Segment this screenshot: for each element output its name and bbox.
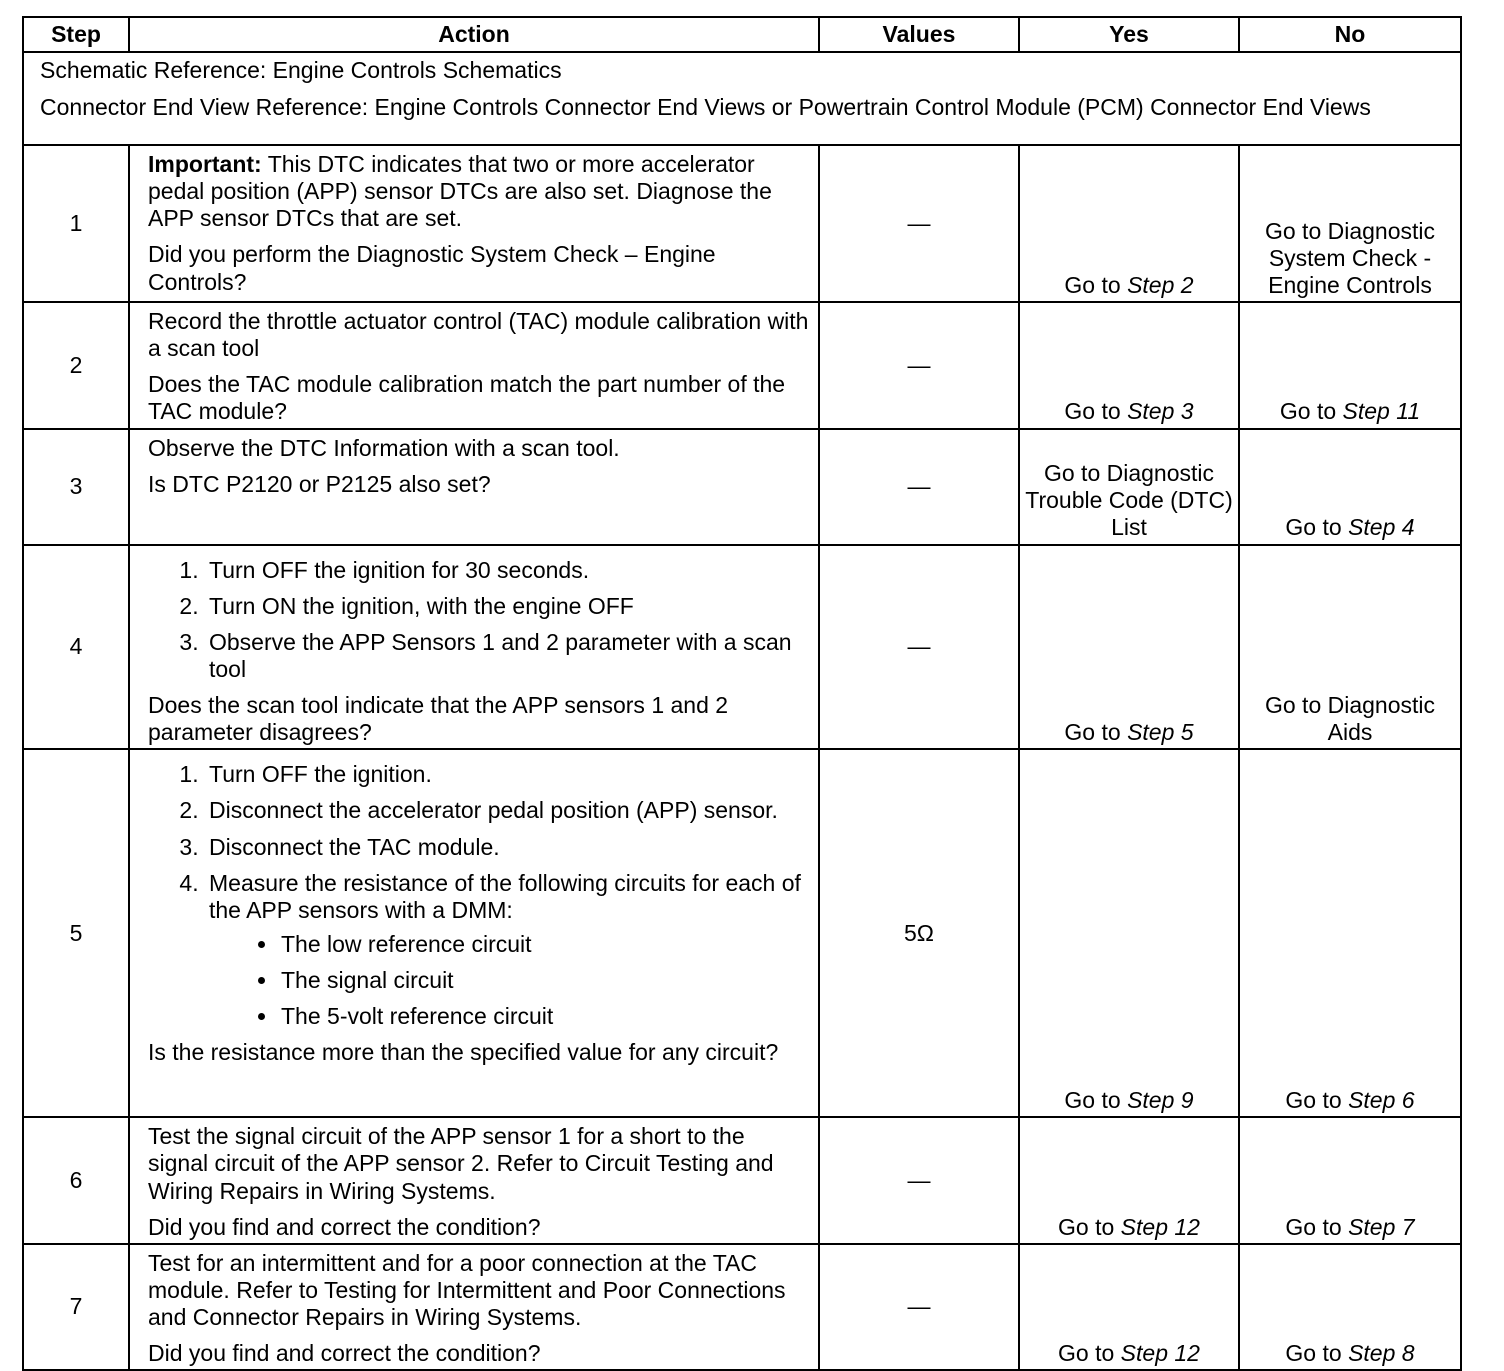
yes-prefix: Go to [1058, 1213, 1121, 1240]
yes-cell [1019, 545, 1239, 750]
table-row [23, 302, 1461, 429]
step-number: 4 [23, 545, 129, 750]
yes-prefix: Go to [1058, 1340, 1121, 1367]
step-number: 1 [23, 145, 129, 302]
action-question: Did you find and correct the condition? [148, 1340, 541, 1367]
value-cell: — [819, 145, 1019, 302]
step-number: 3 [23, 429, 129, 545]
yes-step: Step 5 [1127, 719, 1194, 746]
value-cell: — [819, 302, 1019, 429]
header-values: Values [819, 17, 1019, 52]
table-row [23, 545, 1461, 750]
yes-cell [1019, 1117, 1239, 1244]
list-item-text: Measure the resistance of the following circuits for each of the APP sensors with a DMM: [209, 869, 801, 923]
action-question: Is DTC P2120 or P2125 also set? [148, 470, 491, 497]
table-row [23, 429, 1461, 545]
header-row [23, 17, 1461, 52]
yes-prefix: Go to [1064, 398, 1128, 425]
list-item: 3. Observe the APP Sensors 1 and 2 parameter with a scan tool [205, 629, 810, 683]
no-prefix: Go to [1285, 1087, 1349, 1114]
list-item [205, 870, 810, 1031]
yes-step: Step 9 [1127, 1087, 1194, 1114]
yes-step: Step 3 [1127, 398, 1194, 425]
bullet-item: • The signal circuit [279, 967, 810, 994]
diagnostic-table [22, 16, 1462, 1371]
yes-prefix: Go to [1064, 271, 1128, 298]
no-step: Step 8 [1348, 1340, 1415, 1367]
table-row [23, 1117, 1461, 1244]
connector-reference: Connector End View Reference: Engine Controls Connector End Views or Powertrain Control Module (PCM) Connector End Views [40, 94, 1371, 121]
no-cell [1239, 429, 1461, 545]
no-cell [1239, 1244, 1461, 1371]
bullet-item: • The 5-volt reference circuit [279, 1003, 810, 1030]
no-prefix: Go to [1285, 514, 1349, 541]
yes-cell [1019, 145, 1239, 302]
list-item: 1. Turn OFF the ignition. [205, 761, 810, 788]
no-cell [1239, 749, 1461, 1117]
action-question: Is the resistance more than the specified value for any circuit? [148, 1039, 779, 1066]
header-yes: Yes [1019, 17, 1239, 52]
no-step: Step 11 [1342, 398, 1421, 425]
no-cell [1239, 1117, 1461, 1244]
list-item: 1. Turn OFF the ignition for 30 seconds. [205, 557, 810, 584]
procedure-list [148, 761, 810, 1030]
list-item: 3. Disconnect the TAC module. [205, 834, 810, 861]
yes-step: Step 12 [1120, 1213, 1200, 1240]
no-prefix: Go to [1285, 1340, 1349, 1367]
action-instruction: Test for an intermittent and for a poor connection at the TAC module. Refer to Testing for Intermittent and Poor Connections and Connector Repairs in Wiring Systems. [148, 1249, 786, 1330]
action-cell [129, 1244, 819, 1371]
action-cell [129, 545, 819, 750]
step-number: 5 [23, 749, 129, 1117]
yes-prefix: Go to [1064, 1087, 1128, 1114]
no-prefix: Go to [1279, 398, 1343, 425]
procedure-list [148, 557, 810, 684]
circuit-list [209, 931, 810, 1030]
yes-step: Step 12 [1120, 1340, 1200, 1367]
action-question: Does the TAC module calibration match the part number of the TAC module? [148, 371, 786, 425]
no-cell [1239, 302, 1461, 429]
no-step: Step 6 [1348, 1087, 1415, 1114]
action-instruction: Test the signal circuit of the APP sensor 1 for a short to the signal circuit of the APP sensor 2. Refer to Circuit Testing and Wiring Repairs in Wiring Systems. [148, 1123, 774, 1204]
yes-prefix: Go to [1064, 719, 1128, 746]
table-row [23, 749, 1461, 1117]
action-cell [129, 749, 819, 1117]
reference-row [23, 52, 1461, 145]
step-number: 2 [23, 302, 129, 429]
header-no: No [1239, 17, 1461, 52]
step-number: 7 [23, 1244, 129, 1371]
value-cell: — [819, 1244, 1019, 1371]
action-cell [129, 145, 819, 302]
no-step: Step 7 [1348, 1213, 1415, 1240]
reference-cell [23, 52, 1461, 145]
header-action: Action [129, 17, 819, 52]
action-instruction: Observe the DTC Information with a scan tool. [148, 434, 620, 461]
action-question: Did you perform the Diagnostic System Check – Engine Controls? [148, 241, 716, 295]
yes-cell [1019, 749, 1239, 1117]
no-cell: Go to Diagnostic System Check - Engine Controls [1239, 145, 1461, 302]
value-cell: — [819, 1117, 1019, 1244]
important-label: Important: [148, 151, 262, 177]
no-step: Step 4 [1348, 514, 1415, 541]
action-instruction: Record the throttle actuator control (TAC) module calibration with a scan tool [148, 308, 809, 362]
yes-cell [1019, 302, 1239, 429]
value-cell: — [819, 545, 1019, 750]
important-text: This DTC indicates that two or more accelerator pedal position (APP) sensor DTCs are also set. Diagnose the APP sensor DTCs that are set. [148, 151, 772, 232]
list-item: 2. Turn ON the ignition, with the engine OFF [205, 593, 810, 620]
value-cell: — [819, 429, 1019, 545]
schematic-reference: Schematic Reference: Engine Controls Schematics [40, 57, 562, 83]
table-row [23, 1244, 1461, 1371]
step-number: 6 [23, 1117, 129, 1244]
yes-step: Step 2 [1127, 271, 1194, 298]
action-question: Does the scan tool indicate that the APP sensors 1 and 2 parameter disagrees? [148, 692, 729, 746]
important-note [148, 151, 810, 232]
bullet-item: • The low reference circuit [279, 931, 810, 958]
value-cell: 5Ω [819, 749, 1019, 1117]
no-prefix: Go to [1285, 1213, 1349, 1240]
action-question: Did you find and correct the condition? [148, 1213, 541, 1240]
list-item: 2. Disconnect the accelerator pedal position (APP) sensor. [205, 797, 810, 824]
table-row [23, 145, 1461, 302]
action-cell [129, 302, 819, 429]
yes-cell: Go to Diagnostic Trouble Code (DTC) List [1019, 429, 1239, 545]
header-step: Step [23, 17, 129, 52]
yes-cell [1019, 1244, 1239, 1371]
action-cell [129, 1117, 819, 1244]
no-cell: Go to Diagnostic Aids [1239, 545, 1461, 750]
action-cell [129, 429, 819, 545]
